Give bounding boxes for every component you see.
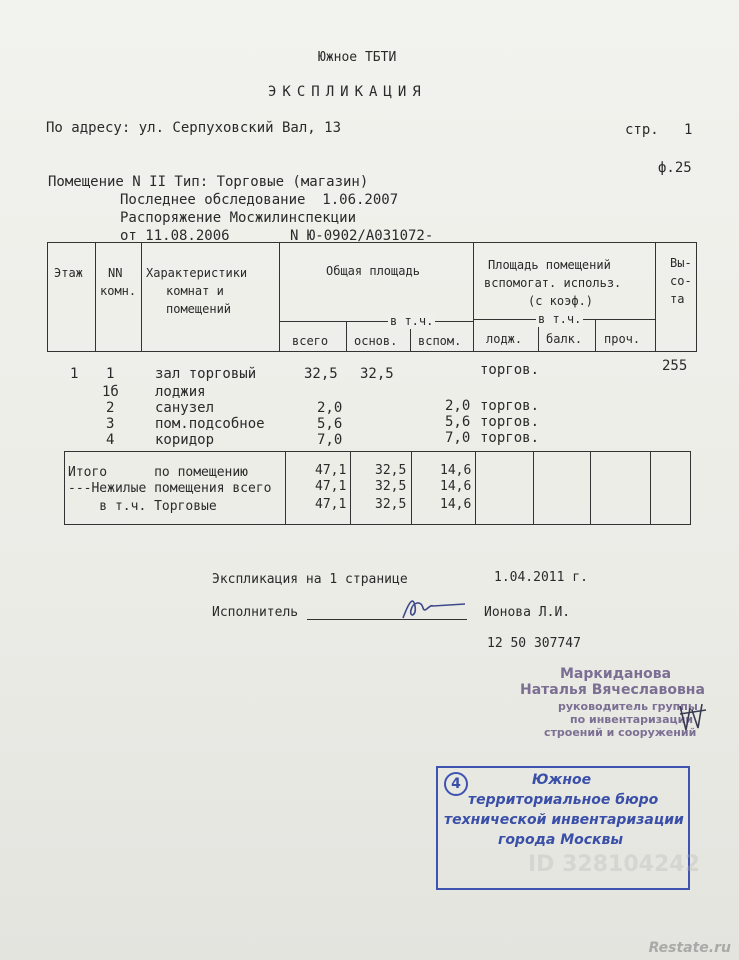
totals-label: в т.ч. Торговые [68, 499, 217, 514]
col-height-1: Вы- [670, 256, 692, 270]
totals-main: 32,5 [375, 479, 407, 494]
stamp-line-1: Южное [532, 772, 592, 788]
col-incl-2: в т.ч. [538, 312, 582, 326]
totals-aux: 14,6 [440, 479, 472, 494]
row-main: 32,5 [360, 366, 394, 382]
row-name: пом.подсобное [155, 416, 265, 432]
row-aux: 7,0 [445, 430, 471, 446]
row-name: коридор [155, 432, 215, 448]
col-loggia: лодж. [486, 332, 523, 346]
totals-aux: 14,6 [440, 497, 472, 512]
row-nn: 4 [106, 432, 115, 448]
row-nn: 3 [106, 416, 115, 432]
executor-name: Ионова Л.И. [484, 605, 571, 620]
totals-main: 32,5 [375, 497, 407, 512]
col-aux-area-3: (с коэф.) [528, 294, 594, 308]
row-name: санузел [155, 400, 215, 416]
stamp-name: Наталья Вячеславовна [520, 682, 705, 698]
col-nn-sub: комн. [100, 284, 137, 298]
row-nn: 1б [102, 384, 119, 400]
col-other: проч. [604, 332, 641, 346]
row-all: 32,5 [304, 366, 338, 382]
totals-aux: 14,6 [440, 463, 472, 478]
col-aux: вспом. [418, 334, 462, 348]
executor-label: Исполнитель [212, 605, 299, 620]
row-nn: 1 [106, 366, 115, 382]
col-main: основ. [354, 334, 398, 348]
stamp-role-1: руководитель группы [558, 700, 698, 713]
order-date: от 11.08.2006 [120, 228, 230, 244]
stamp-signature [676, 700, 716, 740]
row-purpose: торгов. [480, 430, 540, 446]
stamp-line-3: технической инвентаризации [444, 812, 684, 828]
col-floor: Этаж [54, 266, 83, 280]
row-purpose: торгов. [480, 398, 540, 414]
stamp-line-4: города Москвы [498, 832, 624, 848]
order-line: Распоряжение Мосжилинспекции [120, 210, 357, 226]
org-name: Южное ТБТИ [318, 50, 397, 65]
premises-line: Помещение N II Тип: Торговые (магазин) [48, 174, 369, 190]
col-height-3: та [670, 292, 685, 306]
col-char-1: Характеристики [146, 266, 248, 280]
watermark-site: Restate.ru [648, 940, 731, 956]
row-name: лоджия [155, 384, 206, 400]
col-total-area: Общая площадь [326, 264, 420, 278]
col-incl: в т.ч. [390, 314, 434, 328]
row-height: 255 [662, 358, 688, 374]
col-nn: NN [108, 266, 123, 280]
col-height-2: со- [670, 274, 692, 288]
row-purpose: торгов. [480, 362, 540, 378]
totals-all: 47,1 [315, 479, 347, 494]
page-number: стр. 1 [625, 122, 693, 138]
col-balcony: балк. [546, 332, 583, 346]
stamp-line-2: территориальное бюро [468, 792, 659, 808]
executor-signature [395, 592, 475, 622]
order-number: N Ю-0902/А031072- [290, 228, 434, 244]
totals-label: Итого по помещению [68, 465, 249, 480]
row-purpose: торгов. [480, 414, 540, 430]
row-nn: 2 [106, 400, 115, 416]
totals-all: 47,1 [315, 497, 347, 512]
totals-main: 32,5 [375, 463, 407, 478]
row-all: 7,0 [317, 432, 343, 448]
col-aux-area-1: Площадь помещений [488, 258, 611, 272]
executor-phone: 12 50 307747 [487, 636, 581, 651]
totals-label: ---Нежилые помещения всего [68, 481, 272, 496]
col-char-2: комнат и [166, 284, 224, 298]
row-all: 5,6 [317, 416, 343, 432]
totals-all: 47,1 [315, 463, 347, 478]
stamp-number: 4 [444, 772, 468, 796]
row-name: зал торговый [155, 366, 257, 382]
col-char-3: помещений [166, 302, 232, 316]
doc-date: 1.04.2011 г. [494, 570, 588, 585]
stamp-role-2: по инвентаризации [570, 713, 694, 726]
row-aux: 2,0 [445, 398, 471, 414]
watermark-id: ID 328104242 [528, 852, 700, 877]
col-all: всего [292, 334, 329, 348]
pages-note: Экспликация на 1 странице [212, 572, 408, 587]
row-aux: 5,6 [445, 414, 471, 430]
row-floor: 1 [70, 366, 79, 382]
stamp-surname: Маркиданова [560, 666, 672, 682]
column-header-table [47, 242, 697, 352]
address: По адресу: ул. Серпуховский Вал, 13 [46, 120, 342, 136]
document-title: ЭКСПЛИКАЦИЯ [268, 84, 427, 100]
stamp-role-3: строений и сооружений [544, 726, 697, 739]
row-all: 2,0 [317, 400, 343, 416]
form-number: ф.25 [658, 160, 692, 176]
col-aux-area-2: вспомогат. использ. [484, 276, 622, 290]
survey-line: Последнее обследование 1.06.2007 [120, 192, 399, 208]
